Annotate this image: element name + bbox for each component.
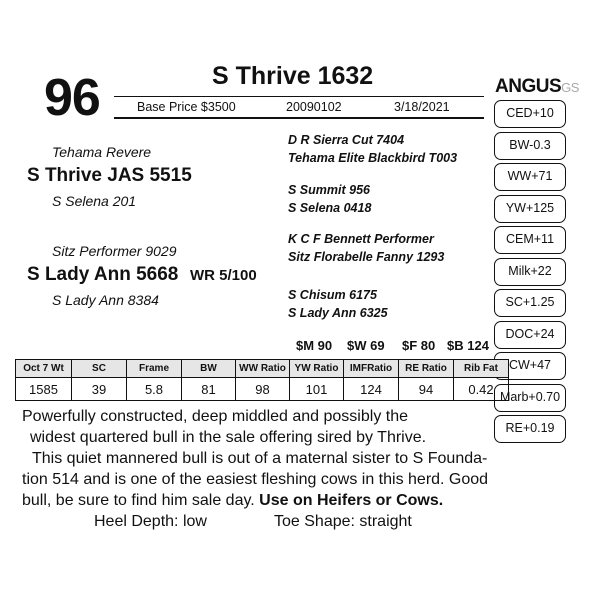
description-line: widest quartered bull in the sale offering sired by Thrive. xyxy=(30,429,427,446)
great-grandparent-6: Sitz Florabelle Fanny 1293 xyxy=(288,250,445,264)
epd-cw: CW+47 xyxy=(494,352,566,380)
table-cell: 98 xyxy=(236,378,290,401)
dam: S Lady Ann 5668 xyxy=(27,264,179,285)
epd-ww: WW+71 xyxy=(494,163,566,191)
lot-number: 96 xyxy=(44,69,100,127)
dam-wr: WR 5/100 xyxy=(190,267,257,284)
sire-dam: S Selena 201 xyxy=(52,193,137,209)
description-line: tion 514 and is one of the easiest fleshing cows in this herd. Good xyxy=(22,471,489,488)
animal-name: S Thrive 1632 xyxy=(212,62,374,90)
breed-logo xyxy=(495,76,579,98)
index-b: $B 124 xyxy=(447,338,489,353)
epd-cem: CEM+11 xyxy=(494,226,566,254)
table-header-cell: RE Ratio xyxy=(399,360,454,378)
table-cell: 101 xyxy=(290,378,344,401)
base-price: Base Price $3500 xyxy=(137,100,236,114)
epd-milk: Milk+22 xyxy=(494,258,566,286)
description xyxy=(22,406,552,532)
description-line-text: bull, be sure to find him sale day. xyxy=(22,492,255,509)
epd-bw: BW-0.3 xyxy=(494,132,566,160)
heel-depth: Heel Depth: low xyxy=(94,513,207,530)
table-header-row xyxy=(16,360,509,378)
performance-table xyxy=(15,359,509,401)
sire-sire: Tehama Revere xyxy=(52,144,152,160)
traits-line xyxy=(22,511,552,532)
registration-number: 20090102 xyxy=(286,100,342,114)
great-grandparent-3: S Summit 956 xyxy=(288,183,370,197)
logo-sub: GS xyxy=(561,80,579,95)
index-w: $W 69 xyxy=(347,338,385,353)
header-rule-bottom xyxy=(114,117,484,119)
description-line: Powerfully constructed, deep middled and possibly the xyxy=(22,408,408,425)
table-header-cell: Rib Fat xyxy=(454,360,509,378)
table-header-cell: BW xyxy=(182,360,236,378)
table-cell: 124 xyxy=(344,378,399,401)
epd-marb: Marb+0.70 xyxy=(494,384,566,412)
epd-re: RE+0.19 xyxy=(494,415,566,443)
index-f: $F 80 xyxy=(402,338,436,353)
table-cell: 39 xyxy=(72,378,127,401)
table-cell: 81 xyxy=(182,378,236,401)
description-line: This quiet mannered bull is out of a maternal sister to S Founda- xyxy=(32,450,488,467)
great-grandparent-8: S Lady Ann 6325 xyxy=(288,306,388,320)
epd-yw: YW+125 xyxy=(494,195,566,223)
description-line xyxy=(22,490,552,511)
table-header-cell: SC xyxy=(72,360,127,378)
dam-sire: Sitz Performer 9029 xyxy=(52,243,177,259)
great-grandparent-2: Tehama Elite Blackbird T003 xyxy=(288,151,458,165)
table-cell: 5.8 xyxy=(127,378,182,401)
table-row xyxy=(16,378,509,401)
epd-doc: DOC+24 xyxy=(494,321,566,349)
epd-ced: CED+10 xyxy=(494,100,566,128)
index-m: $M 90 xyxy=(296,338,333,353)
table-header-cell: IMFRatio xyxy=(344,360,399,378)
table-cell: 0.42 xyxy=(454,378,509,401)
table-cell: 94 xyxy=(399,378,454,401)
dam-dam: S Lady Ann 8384 xyxy=(52,292,159,308)
great-grandparent-7: S Chisum 6175 xyxy=(288,288,377,302)
epd-sc: SC+1.25 xyxy=(494,289,566,317)
toe-shape: Toe Shape: straight xyxy=(274,513,412,530)
table-header-cell: WW Ratio xyxy=(236,360,290,378)
table-header-cell: YW Ratio xyxy=(290,360,344,378)
birth-date: 3/18/2021 xyxy=(394,100,450,114)
table-header-cell: Oct 7 Wt xyxy=(16,360,72,378)
logo-main: ANGUS xyxy=(495,76,562,97)
table-cell: 1585 xyxy=(16,378,72,401)
great-grandparent-4: S Selena 0418 xyxy=(288,201,372,215)
sire: S Thrive JAS 5515 xyxy=(27,165,192,186)
table-header-cell: Frame xyxy=(127,360,182,378)
great-grandparent-5: K C F Bennett Performer xyxy=(288,232,434,246)
use-on-note: Use on Heifers or Cows. xyxy=(259,492,444,509)
great-grandparent-1: D R Sierra Cut 7404 xyxy=(288,133,405,147)
header-rule xyxy=(114,96,484,97)
